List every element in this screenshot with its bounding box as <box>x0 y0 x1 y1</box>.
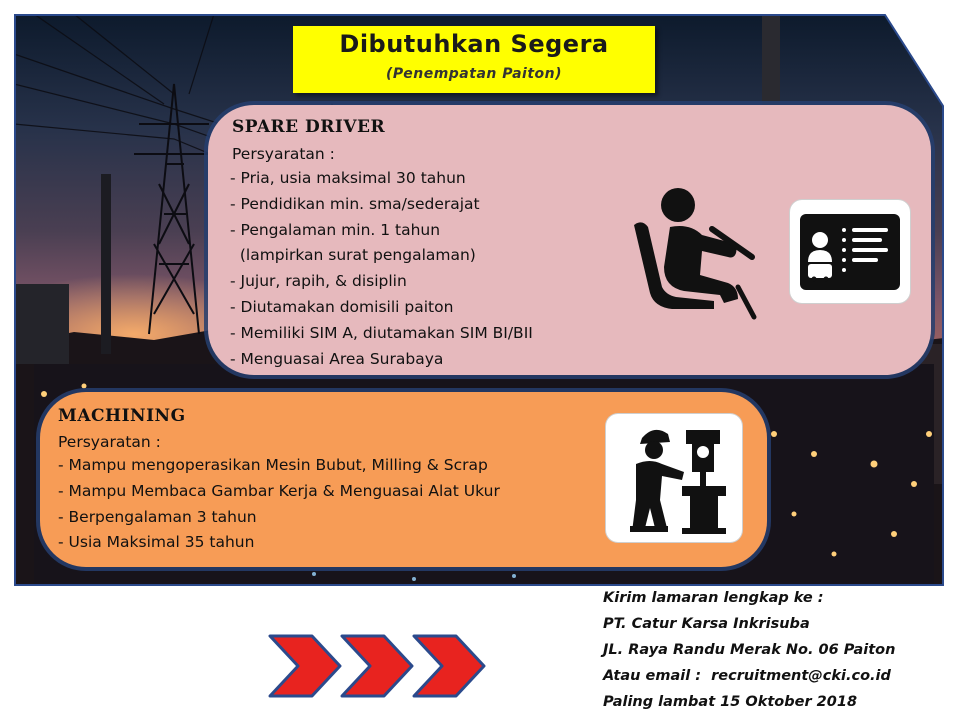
contact-info <box>603 590 895 720</box>
machining-requirements-list <box>58 456 500 559</box>
contact-address: JL. Raya Randu Merak No. 06 Paiton <box>603 642 896 658</box>
machine-operator-icon <box>606 414 742 542</box>
title-banner <box>293 26 655 93</box>
contact-deadline: Paling lambat 15 Oktober 2018 <box>603 694 858 710</box>
list-item: - Pria, usia maksimal 30 tahun <box>230 169 466 187</box>
list-item: - Jujur, rapih, & disiplin <box>230 272 407 291</box>
machining-panel <box>40 392 767 567</box>
chimney-left <box>101 174 111 354</box>
driver-license-icon <box>790 200 910 303</box>
list-item: - Mampu Membaca Gambar Kerja & Menguasai Alat Ukur <box>58 481 500 500</box>
list-item: - Diutamakan domisili paiton <box>230 297 454 316</box>
page-subtitle: (Penempatan Paiton) <box>385 66 563 82</box>
spare-driver-panel <box>208 105 931 375</box>
list-item: - Usia Maksimal 35 tahun <box>58 533 255 552</box>
machining-heading: MACHINING <box>58 406 186 426</box>
contact-company: PT. Catur Karsa Inkrisuba <box>603 616 810 632</box>
arrow-icon <box>342 636 412 696</box>
list-item: - Pendidikan min. sma/sederajat <box>230 194 480 213</box>
machinist-tile <box>606 414 742 542</box>
list-item: - Mampu mengoperasikan Mesin Bubut, Milling & Scrap <box>58 456 488 474</box>
driver-heading: SPARE DRIVER <box>232 117 386 137</box>
page-title: Dibutuhkan Segera <box>339 30 609 58</box>
contact-line-send: Kirim lamaran lengkap ke : <box>603 590 824 606</box>
machining-requirements-label: Persyaratan : <box>58 433 161 451</box>
license-card-tile <box>790 200 910 303</box>
arrow-icon <box>414 636 484 696</box>
arrow-icon <box>270 636 340 696</box>
list-item: - Berpengalaman 3 tahun <box>58 507 257 526</box>
list-item: - Pengalaman min. 1 tahun <box>230 220 441 239</box>
contact-email: Atau email : recruitment@cki.co.id <box>603 668 891 684</box>
car-seat-driver-icon <box>628 183 758 321</box>
list-item: - Menguasai Area Surabaya <box>230 349 444 368</box>
list-item: - Memiliki SIM A, diutamakan SIM BI/BII <box>230 323 533 342</box>
list-item: (lampirkan surat pengalaman) <box>230 246 476 265</box>
driver-requirements-label: Persyaratan : <box>232 145 335 163</box>
driver-requirements-list <box>230 169 533 375</box>
arrows-decoration <box>268 634 492 698</box>
